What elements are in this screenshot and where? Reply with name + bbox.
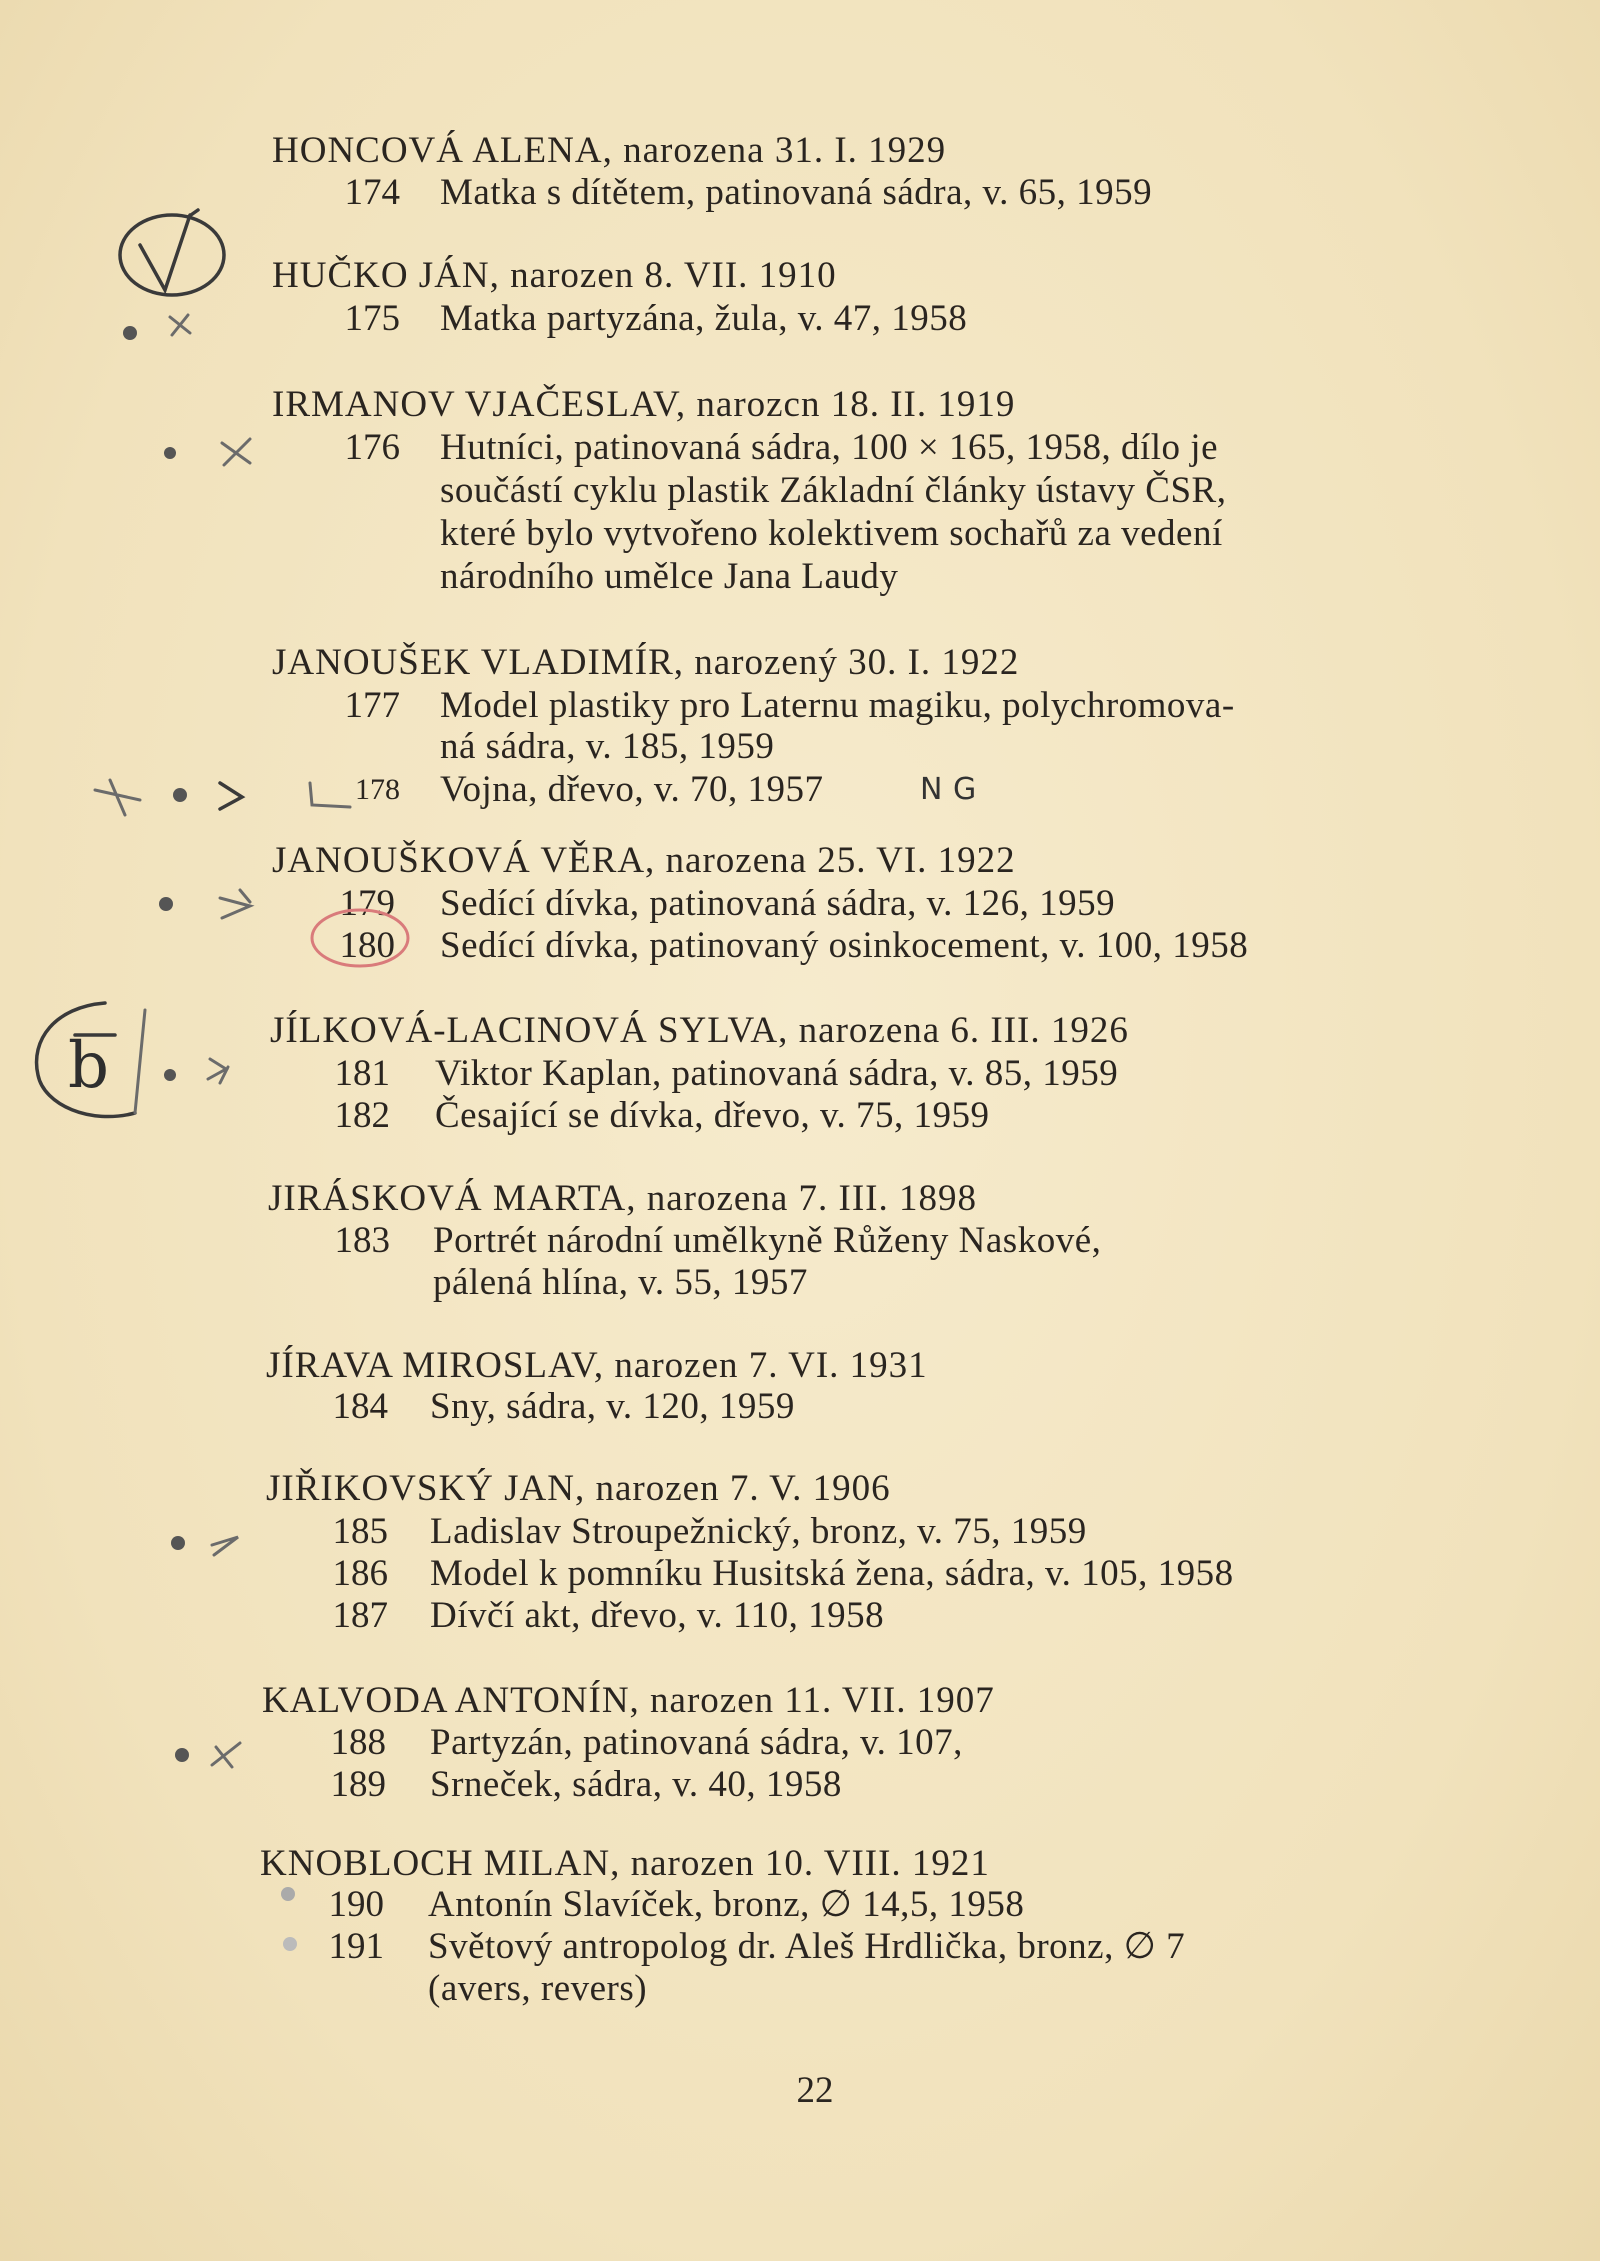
item-description: součástí cyklu plastik Základní články ústavy ČSR, — [440, 470, 1227, 511]
item-description: Srneček, sádra, v. 40, 1958 — [430, 1764, 842, 1805]
artist-heading: JÍLKOVÁ-LACINOVÁ SYLVA, narozena 6. III. 1926 — [270, 1010, 1129, 1051]
item-number: 189 — [330, 1764, 386, 1805]
item-number: 176 — [344, 427, 400, 468]
item-number: 180 — [339, 925, 395, 966]
item-number: 181 — [334, 1053, 390, 1094]
item-description: pálená hlína, v. 55, 1957 — [433, 1262, 808, 1303]
item-description: (avers, revers) — [428, 1968, 648, 2009]
item-description: Hutníci, patinovaná sádra, 100 × 165, 1958, dílo je — [440, 427, 1219, 468]
item-number: 177 — [344, 685, 400, 726]
artist-heading: JIŘIKOVSKÝ JAN, narozen 7. V. 1906 — [266, 1468, 891, 1509]
smudge-mark-icon — [270, 1880, 310, 1980]
item-description: Portrét národní umělkyně Růženy Naskové, — [433, 1220, 1102, 1261]
item-description: Česající se dívka, dřevo, v. 75, 1959 — [435, 1095, 990, 1136]
item-description: Model k pomníku Husitská žena, sádra, v. 105, 1958 — [430, 1553, 1234, 1594]
item-number: 174 — [344, 172, 400, 213]
item-number: 182 — [334, 1095, 390, 1136]
artist-heading: HUČKO JÁN, narozen 8. VII. 1910 — [272, 255, 837, 296]
artist-heading: IRMANOV VJAČESLAV, narozcn 18. II. 1919 — [272, 384, 1016, 425]
item-number: 184 — [332, 1386, 388, 1427]
item-number: 185 — [332, 1511, 388, 1552]
artist-heading: JANOUŠKOVÁ VĚRA, narozena 25. VI. 1922 — [272, 840, 1016, 881]
cross-mark-icon — [150, 425, 290, 475]
item-description: ná sádra, v. 185, 1959 — [440, 726, 775, 767]
item-description: Model plastiky pro Laternu magiku, polychromova- — [440, 685, 1235, 726]
artist-heading: HONCOVÁ ALENA, narozena 31. I. 1929 — [272, 130, 947, 171]
item-description: Matka s dítětem, patinovaná sádra, v. 65, 1959 — [440, 172, 1153, 213]
page-number: 22 — [796, 2070, 834, 2111]
item-description: Dívčí akt, dřevo, v. 110, 1958 — [430, 1595, 885, 1636]
artist-heading: KALVODA ANTONÍN, narozen 11. VII. 1907 — [262, 1680, 995, 1721]
item-number: 190 — [328, 1884, 384, 1925]
cross-mark-icon — [150, 878, 290, 928]
item-description: Ladislav Stroupežnický, bronz, v. 75, 1959 — [430, 1511, 1087, 1552]
item-number: 187 — [332, 1595, 388, 1636]
item-number: 191 — [328, 1926, 384, 1967]
item-description: Matka partyzána, žula, v. 47, 1958 — [440, 298, 968, 339]
item-description: Viktor Kaplan, patinovaná sádra, v. 85, 1959 — [435, 1053, 1119, 1094]
item-description: Sedící dívka, patinovaná sádra, v. 126, 1959 — [440, 883, 1116, 924]
svg-text:b: b — [68, 1029, 109, 1103]
artist-heading: KNOBLOCH MILAN, narozen 10. VIII. 1921 — [260, 1843, 990, 1884]
item-number: 175 — [344, 298, 400, 339]
item-description: které bylo vytvořeno kolektivem sochařů za vedení — [440, 513, 1223, 554]
cross-mark-icon — [150, 1725, 280, 1780]
margin-note: N G — [920, 772, 977, 807]
item-description: Vojna, dřevo, v. 70, 1957 — [440, 769, 824, 810]
artist-heading: JIRÁSKOVÁ MARTA, narozena 7. III. 1898 — [268, 1178, 977, 1219]
item-number: 179 — [339, 883, 395, 924]
item-description: Antonín Slavíček, bronz, ∅ 14,5, 1958 — [428, 1884, 1025, 1925]
item-number: 183 — [334, 1220, 390, 1261]
cross-mark-icon — [150, 1515, 270, 1565]
artist-heading: JANOUŠEK VLADIMÍR, narozený 30. I. 1922 — [272, 642, 1020, 683]
b-circle-mark-icon — [20, 995, 290, 1135]
cross-mark-icon — [80, 765, 380, 825]
item-number: 186 — [332, 1553, 388, 1594]
item-number: 178 — [355, 773, 400, 806]
check-circle-mark-icon — [110, 205, 270, 345]
item-description: národního umělce Jana Laudy — [440, 556, 899, 597]
item-description: Sedící dívka, patinovaný osinkocement, v. 100, 1958 — [440, 925, 1249, 966]
artist-heading: JÍRAVA MIROSLAV, narozen 7. VI. 1931 — [266, 1345, 928, 1386]
item-description: Sny, sádra, v. 120, 1959 — [430, 1386, 795, 1427]
item-number: 188 — [330, 1722, 386, 1763]
circle-highlight-180-icon — [305, 905, 415, 975]
item-description: Partyzán, patinovaná sádra, v. 107, — [430, 1722, 963, 1763]
item-description: Světový antropolog dr. Aleš Hrdlička, bronz, ∅ 7 — [428, 1926, 1186, 1967]
